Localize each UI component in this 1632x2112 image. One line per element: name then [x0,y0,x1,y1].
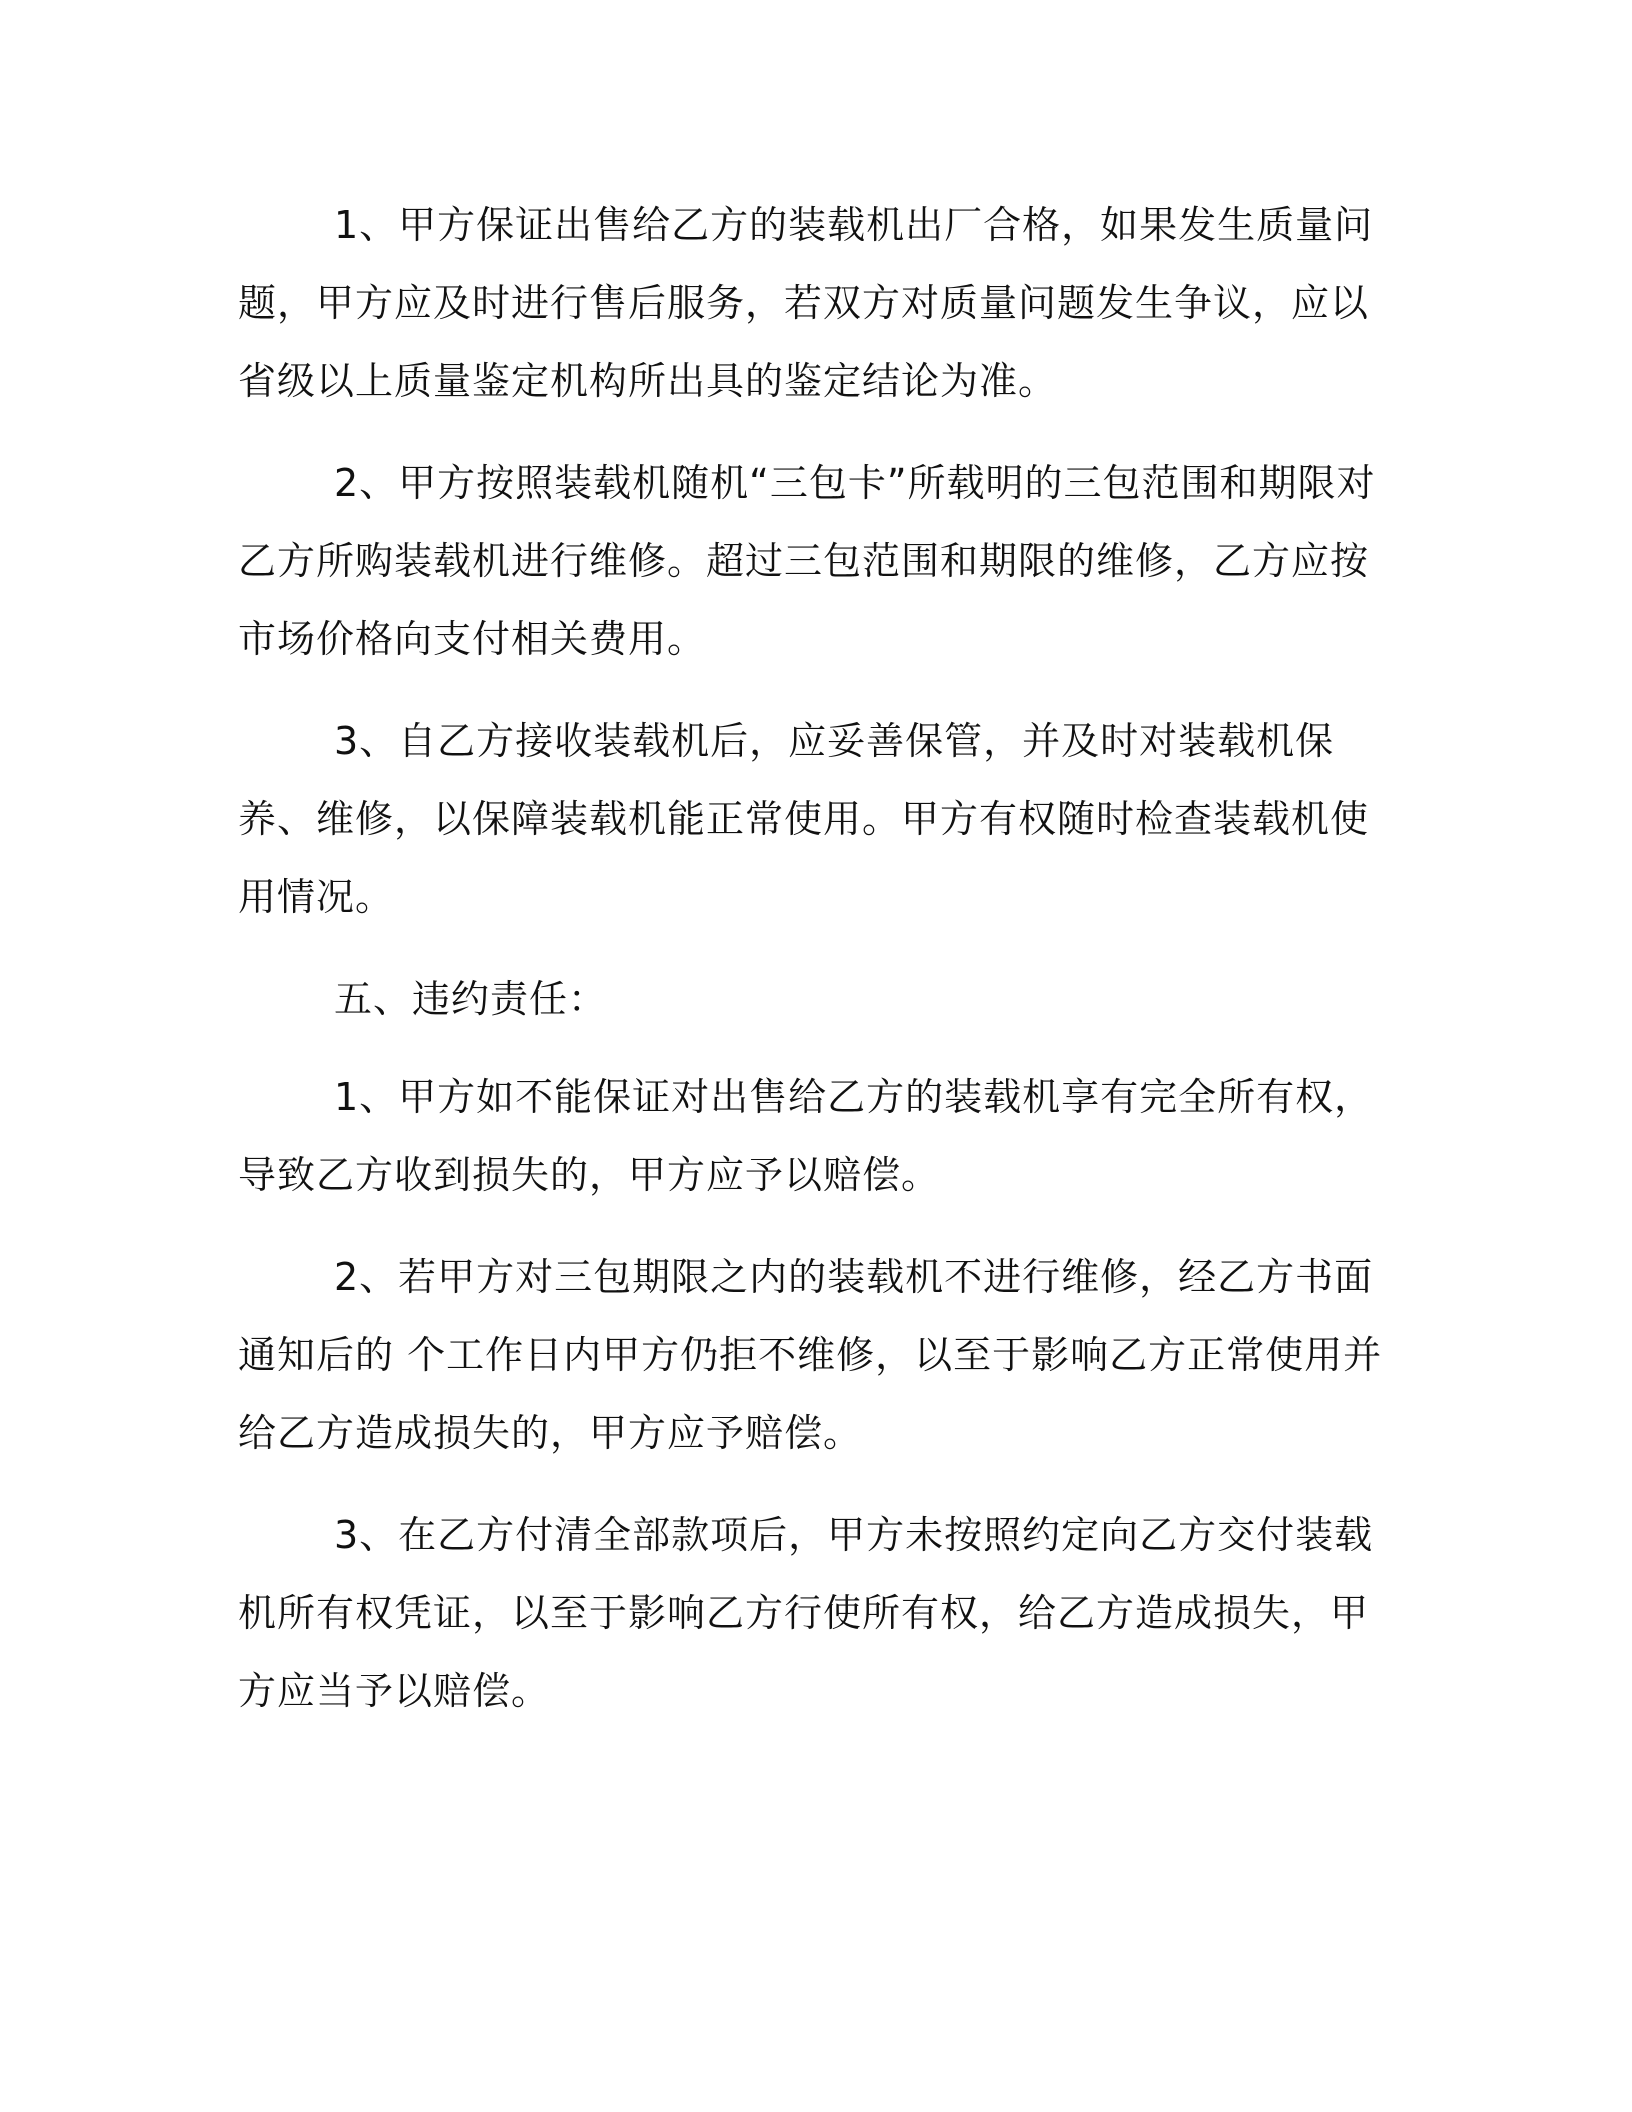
clause-ownership-compensation: 1、甲方如不能保证对出售给乙方的装载机享有完全所有权，导致乙方收到损失的，甲方应予以赔偿。 [238,1075,1374,1197]
clause-three-guarantees-repair: 2、甲方按照装载机随机“三包卡”所载明的三包范围和期限对乙方所购装载机进行维修。超过三包范围和期限的维修，乙方应按市场价格向支付相关费用。 [238,461,1376,661]
clause-repair-refusal-compensation: 2、若甲方对三包期限之内的装载机不进行维修，经乙方书面通知后的 个工作日内甲方仍拒不维修，以至于影响乙方正常使用并给乙方造成损失的，甲方应予赔偿。 [238,1255,1383,1455]
document-body [238,186,1398,1754]
clause-quality-guarantee: 1、甲方保证出售给乙方的装载机出厂合格，如果发生质量问题，甲方应及时进行售后服务，若双方对质量问题发生争议，应以省级以上质量鉴定机构所出具的鉴定结论为准。 [238,203,1374,403]
clause-ownership-certificate-compensation: 3、在乙方付清全部款项后，甲方未按照约定向乙方交付装载机所有权凭证，以至于影响乙方行使所有权，给乙方造成损失，甲方应当予以赔偿。 [238,1513,1374,1713]
section-heading-breach-liability: 五、违约责任： [334,977,608,1021]
clause-custody-maintenance: 3、自乙方接收装载机后，应妥善保管，并及时对装载机保养、维修，以保障装载机能正常使用。甲方有权随时检查装载机使用情况。 [238,719,1370,919]
